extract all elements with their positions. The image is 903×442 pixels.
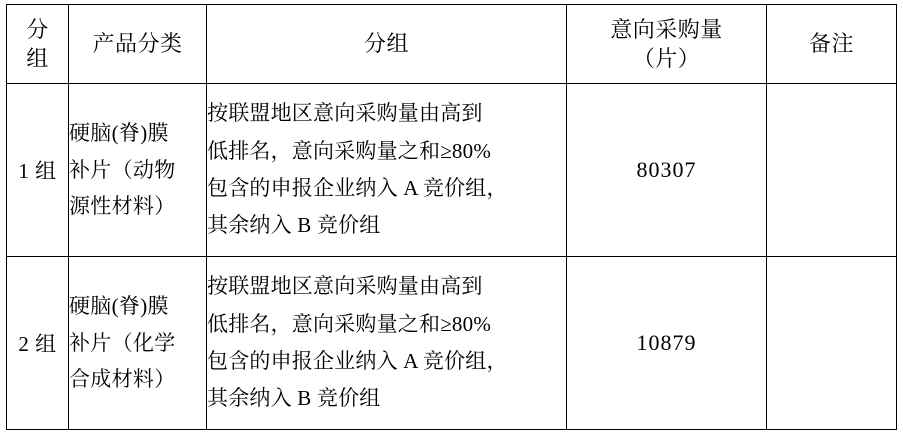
cell-grouping-rule [207, 84, 567, 257]
table-row [7, 84, 897, 257]
column-header-group-line1: 分 [26, 16, 49, 42]
cell-rule-line: 按联盟地区意向采购量由高到 [207, 274, 483, 299]
cell-rule-line: 包含的申报企业纳入 A 竞价组， [207, 176, 508, 200]
cell-rule-line: 其余纳入 B 竞价组 [207, 213, 381, 238]
table-row [7, 257, 897, 430]
cell-grouping-rule [207, 257, 567, 430]
cell-remark [767, 84, 897, 257]
cell-category-line: 硬脑(脊)膜 [69, 120, 169, 145]
column-header-group-line2: 组 [26, 46, 49, 71]
cell-rule-line: 按联盟地区意向采购量由高到 [207, 101, 483, 126]
column-header-volume-line2: （片） [632, 46, 701, 71]
cell-group: 1 组 [7, 84, 69, 257]
cell-volume: 10879 [567, 257, 767, 430]
cell-category-line: 源性材料） [69, 194, 176, 219]
product-grouping-table [6, 4, 897, 430]
cell-category [69, 84, 207, 257]
cell-rule-line: 低排名，意向采购量之和≥80% [207, 311, 492, 336]
column-header-category: 产品分类 [69, 5, 207, 84]
cell-rule-line: 包含的申报企业纳入 A 竞价组， [207, 349, 508, 373]
column-header-volume-line1: 意向采购量 [610, 16, 723, 42]
cell-category-line: 硬脑(脊)膜 [69, 293, 169, 318]
column-header-volume [567, 5, 767, 84]
column-header-remark: 备注 [767, 5, 897, 84]
column-header-grouping-rule: 分组 [207, 5, 567, 84]
cell-category-line: 合成材料） [69, 367, 176, 392]
column-header-group [7, 5, 69, 84]
cell-remark [767, 257, 897, 430]
cell-category [69, 257, 207, 430]
cell-category-line: 补片（动物 [69, 157, 176, 182]
table-header-row [7, 5, 897, 84]
cell-rule-line: 低排名，意向采购量之和≥80% [207, 138, 492, 163]
cell-group: 2 组 [7, 257, 69, 430]
cell-category-line: 补片（化学 [69, 330, 176, 355]
cell-rule-line: 其余纳入 B 竞价组 [207, 386, 381, 411]
cell-volume: 80307 [567, 84, 767, 257]
